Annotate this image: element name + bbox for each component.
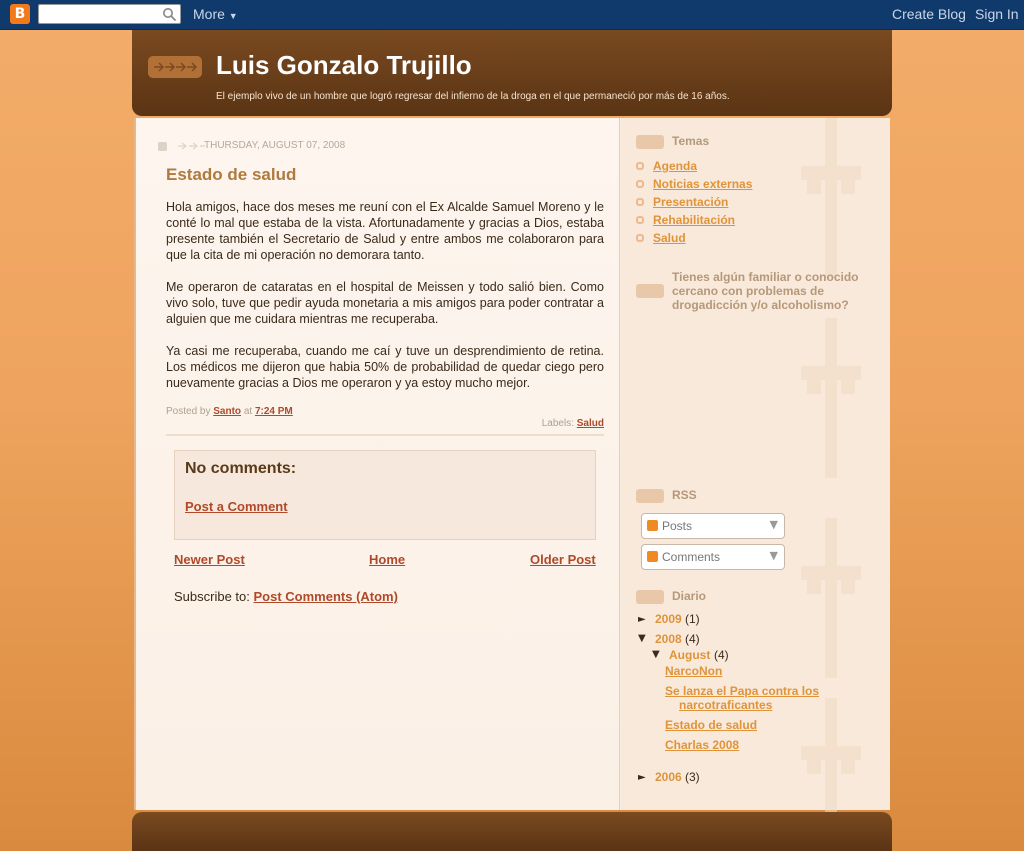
- rss-posts-dropdown[interactable]: [641, 513, 785, 539]
- post-body: [166, 199, 604, 407]
- archive-count: (4): [685, 632, 700, 646]
- chevron-down-icon: ▼: [769, 518, 778, 531]
- date-marker-icon: [158, 142, 167, 151]
- blog-header: [132, 30, 892, 116]
- label-link[interactable]: Salud: [576, 418, 604, 429]
- at-label: at: [243, 406, 253, 417]
- blogger-navbar: [0, 0, 1024, 30]
- archive-count: (1): [685, 612, 700, 626]
- rss-comments-dropdown[interactable]: [641, 544, 785, 570]
- blog-title[interactable]: Luis Gonzalo Trujillo: [216, 50, 472, 80]
- post-comments-atom-link[interactable]: Post Comments (Atom): [253, 589, 398, 604]
- widget-title-temas: Temas: [672, 134, 710, 148]
- bullet-icon: [636, 216, 644, 224]
- archive-post-title: Se lanza el Papa contra los narcotraficantes: [665, 684, 820, 712]
- rss-icon: [647, 551, 658, 562]
- post-title[interactable]: Estado de salud: [166, 165, 297, 184]
- blogger-logo-icon[interactable]: B: [10, 4, 30, 24]
- tema-link-salud[interactable]: Salud: [653, 231, 686, 245]
- blog-description: El ejemplo vivo de un hombre que logró regresar del infierno de la droga en el que permaneció por más de 16 años.: [216, 91, 730, 102]
- tema-link-agenda[interactable]: Agenda: [653, 159, 698, 173]
- collapse-toggle-icon[interactable]: ▼: [652, 649, 660, 660]
- widget-title-diario: Diario: [672, 589, 707, 603]
- more-label: More: [193, 6, 225, 22]
- chevron-down-icon: ▼: [769, 549, 778, 562]
- content-area: [134, 118, 890, 810]
- comments-title: No comments:: [185, 460, 297, 477]
- labels-label: Labels:: [541, 418, 574, 429]
- post-footer: [166, 406, 604, 429]
- archive-post-link[interactable]: NarcoNon: [665, 664, 723, 678]
- archive-count: (4): [714, 648, 729, 662]
- post-paragraph: Ya casi me recuperaba, cuando me caí y tuve un desprendimiento de retina. Los médicos me dijeron que habia 50% de probabilidad de quedar ciego pero nuevamente gracias a Dios me operaron y ya estoy mucho mejor.: [166, 344, 604, 390]
- subscribe-line: [174, 589, 398, 604]
- search-input[interactable]: [38, 4, 181, 24]
- bullet-icon: [636, 198, 644, 206]
- archive-year-2006[interactable]: 2006: [655, 770, 682, 784]
- arrows-icon: [636, 590, 664, 604]
- bullet-icon: [636, 162, 644, 170]
- arrows-icon: [636, 135, 664, 149]
- sign-in-link[interactable]: Sign In: [975, 6, 1019, 22]
- collapse-toggle-icon[interactable]: ▼: [638, 633, 646, 644]
- rss-posts-label: Posts: [662, 519, 693, 533]
- tema-link-presentacion[interactable]: Presentación: [653, 195, 729, 209]
- widget-title-question: Tienes algún familiar o conocido cercano con problemas de drogadicción y/o alcoholismo?: [672, 270, 859, 312]
- comments-section: [174, 450, 596, 540]
- search-icon[interactable]: [162, 7, 177, 22]
- archive-post-link[interactable]: [665, 684, 835, 712]
- main-column: [136, 118, 620, 810]
- arrows-icon: [148, 56, 202, 78]
- tema-link-noticias[interactable]: Noticias externas: [653, 177, 753, 191]
- arrows-icon: [636, 489, 664, 503]
- chevron-down-icon: ▼: [228, 11, 238, 21]
- arrows-icon: [176, 140, 206, 152]
- post-comment-link[interactable]: Post a Comment: [185, 499, 288, 514]
- blog-footer: [132, 812, 892, 851]
- post-paragraph: Me operaron de cataratas en el hospital de Meissen y todo salió bien. Como vivo solo, tuve que pedir ayuda monetaria a mis amigos para poder contratar a alguien que me cuidara mientras me recuperaba.: [166, 280, 604, 326]
- bullet-icon: [636, 180, 644, 188]
- subscribe-label: Subscribe to:: [174, 589, 250, 604]
- widget-title-rss: RSS: [672, 488, 697, 502]
- rss-comments-label: Comments: [662, 550, 721, 564]
- newer-post-link[interactable]: Newer Post: [174, 552, 245, 567]
- tema-link-rehabilitacion[interactable]: Rehabilitación: [653, 213, 736, 227]
- cross-pattern-decoration: [801, 518, 861, 678]
- post-divider: [166, 434, 604, 436]
- post-paragraph: Hola amigos, hace dos meses me reuní con el Ex Alcalde Samuel Moreno y le conté lo mal que estaba de la vista. Afortunadamente y gracias a Dios, estaba presente también el Secretario de Salud y entre ambos me colaboraron para que la cita de mi operación no demorara tanto.: [166, 200, 604, 262]
- author-link[interactable]: Santo: [213, 406, 242, 417]
- post-labels: [542, 418, 604, 429]
- archive-year-2008[interactable]: 2008: [655, 632, 682, 646]
- rss-icon: [647, 520, 658, 531]
- cross-pattern-decoration: [801, 118, 861, 278]
- cross-pattern-decoration: [801, 318, 861, 478]
- archive-post-link[interactable]: Estado de salud: [665, 718, 758, 732]
- archive-month-august[interactable]: August: [669, 648, 711, 662]
- expand-toggle-icon[interactable]: ►: [638, 614, 646, 625]
- post-time-link[interactable]: 7:24 PM: [254, 406, 293, 417]
- arrows-icon: [636, 284, 664, 298]
- home-link[interactable]: Home: [369, 552, 406, 567]
- create-blog-link[interactable]: Create Blog: [892, 6, 966, 22]
- older-post-link[interactable]: Older Post: [530, 552, 596, 567]
- archive-year-2009[interactable]: 2009: [655, 612, 682, 626]
- bullet-icon: [636, 234, 644, 242]
- archive-post-link[interactable]: Charlas 2008: [665, 738, 740, 752]
- post-date: THURSDAY, AUGUST 07, 2008: [204, 140, 346, 151]
- archive-count: (3): [685, 770, 700, 784]
- more-menu[interactable]: [193, 6, 238, 22]
- posted-by-label: Posted by: [166, 406, 211, 417]
- expand-toggle-icon[interactable]: ►: [638, 772, 646, 783]
- sidebar: [621, 118, 890, 810]
